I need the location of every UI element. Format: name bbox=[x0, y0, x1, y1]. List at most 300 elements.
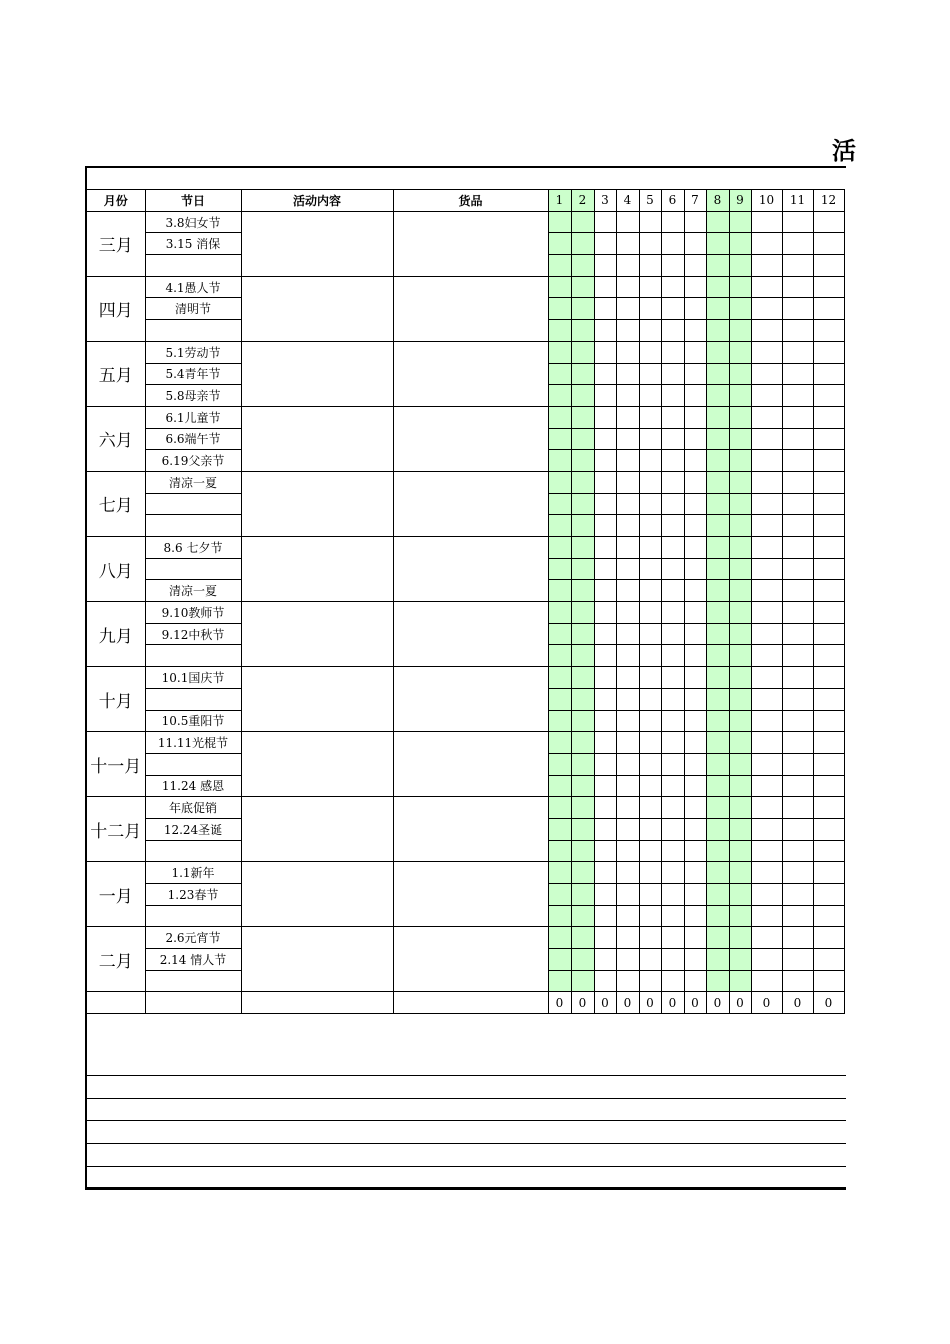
day-cell[interactable] bbox=[751, 363, 782, 385]
day-cell[interactable] bbox=[684, 363, 706, 385]
day-cell[interactable] bbox=[782, 623, 813, 645]
goods-cell[interactable] bbox=[393, 211, 548, 276]
day-cell[interactable] bbox=[684, 797, 706, 819]
festival-cell[interactable] bbox=[145, 753, 241, 775]
day-cell[interactable] bbox=[706, 255, 729, 277]
day-cell[interactable] bbox=[639, 298, 661, 320]
day-cell[interactable] bbox=[684, 775, 706, 797]
day-cell[interactable] bbox=[751, 797, 782, 819]
day-cell[interactable] bbox=[729, 537, 751, 559]
day-cell[interactable] bbox=[548, 602, 571, 624]
day-cell[interactable] bbox=[661, 298, 684, 320]
day-cell[interactable] bbox=[548, 688, 571, 710]
day-cell[interactable] bbox=[594, 797, 616, 819]
day-cell[interactable] bbox=[751, 493, 782, 515]
day-cell[interactable] bbox=[594, 385, 616, 407]
day-cell[interactable] bbox=[813, 775, 844, 797]
day-cell[interactable] bbox=[616, 341, 639, 363]
day-cell[interactable] bbox=[813, 970, 844, 992]
day-cell[interactable] bbox=[706, 558, 729, 580]
day-cell[interactable] bbox=[594, 949, 616, 971]
day-cell[interactable] bbox=[548, 320, 571, 342]
day-cell[interactable] bbox=[751, 840, 782, 862]
day-cell[interactable] bbox=[813, 797, 844, 819]
festival-cell[interactable]: 1.1新年 bbox=[145, 862, 241, 884]
day-cell[interactable] bbox=[706, 537, 729, 559]
day-cell[interactable] bbox=[594, 537, 616, 559]
day-cell[interactable] bbox=[594, 862, 616, 884]
day-cell[interactable] bbox=[616, 797, 639, 819]
day-cell[interactable] bbox=[729, 840, 751, 862]
day-cell[interactable] bbox=[706, 797, 729, 819]
day-cell[interactable] bbox=[684, 537, 706, 559]
day-cell[interactable] bbox=[616, 298, 639, 320]
day-cell[interactable] bbox=[813, 732, 844, 754]
day-cell[interactable] bbox=[813, 840, 844, 862]
day-cell[interactable] bbox=[639, 753, 661, 775]
goods-cell[interactable] bbox=[393, 862, 548, 927]
day-cell[interactable] bbox=[639, 255, 661, 277]
day-cell[interactable] bbox=[571, 580, 594, 602]
day-cell[interactable] bbox=[751, 471, 782, 493]
day-cell[interactable] bbox=[616, 927, 639, 949]
day-cell[interactable] bbox=[571, 862, 594, 884]
day-cell[interactable] bbox=[706, 732, 729, 754]
day-cell[interactable] bbox=[616, 276, 639, 298]
day-cell[interactable] bbox=[661, 927, 684, 949]
day-cell[interactable] bbox=[661, 645, 684, 667]
festival-cell[interactable]: 2.6元宵节 bbox=[145, 927, 241, 949]
day-cell[interactable] bbox=[661, 753, 684, 775]
day-cell[interactable] bbox=[751, 558, 782, 580]
day-cell[interactable] bbox=[706, 710, 729, 732]
day-cell[interactable] bbox=[639, 862, 661, 884]
day-cell[interactable] bbox=[661, 797, 684, 819]
festival-cell[interactable]: 11.11光棍节 bbox=[145, 732, 241, 754]
day-cell[interactable] bbox=[548, 732, 571, 754]
day-cell[interactable] bbox=[548, 341, 571, 363]
day-cell[interactable] bbox=[751, 623, 782, 645]
day-cell[interactable] bbox=[729, 949, 751, 971]
day-cell[interactable] bbox=[616, 537, 639, 559]
day-cell[interactable] bbox=[813, 645, 844, 667]
day-cell[interactable] bbox=[782, 580, 813, 602]
day-cell[interactable] bbox=[751, 233, 782, 255]
day-cell[interactable] bbox=[706, 515, 729, 537]
day-cell[interactable] bbox=[571, 363, 594, 385]
day-cell[interactable] bbox=[684, 211, 706, 233]
day-cell[interactable] bbox=[782, 710, 813, 732]
day-cell[interactable] bbox=[594, 515, 616, 537]
day-cell[interactable] bbox=[729, 471, 751, 493]
month-cell[interactable]: 八月 bbox=[86, 537, 145, 602]
day-cell[interactable] bbox=[548, 797, 571, 819]
day-cell[interactable] bbox=[729, 602, 751, 624]
day-cell[interactable] bbox=[594, 688, 616, 710]
day-cell[interactable] bbox=[616, 884, 639, 906]
day-cell[interactable] bbox=[684, 732, 706, 754]
day-cell[interactable] bbox=[684, 905, 706, 927]
day-cell[interactable] bbox=[616, 320, 639, 342]
day-cell[interactable] bbox=[661, 732, 684, 754]
day-cell[interactable] bbox=[782, 818, 813, 840]
day-cell[interactable] bbox=[616, 775, 639, 797]
day-cell[interactable] bbox=[548, 818, 571, 840]
day-cell[interactable] bbox=[616, 840, 639, 862]
month-cell[interactable]: 十二月 bbox=[86, 797, 145, 862]
day-cell[interactable] bbox=[729, 406, 751, 428]
festival-cell[interactable]: 年底促销 bbox=[145, 797, 241, 819]
day-cell[interactable] bbox=[729, 710, 751, 732]
day-cell[interactable] bbox=[571, 949, 594, 971]
day-cell[interactable] bbox=[571, 927, 594, 949]
day-cell[interactable] bbox=[706, 233, 729, 255]
day-cell[interactable] bbox=[782, 775, 813, 797]
day-cell[interactable] bbox=[639, 732, 661, 754]
festival-cell[interactable] bbox=[145, 320, 241, 342]
day-cell[interactable] bbox=[782, 211, 813, 233]
day-cell[interactable] bbox=[661, 537, 684, 559]
day-cell[interactable] bbox=[813, 884, 844, 906]
day-cell[interactable] bbox=[661, 363, 684, 385]
day-cell[interactable] bbox=[616, 949, 639, 971]
festival-cell[interactable]: 12.24圣诞 bbox=[145, 818, 241, 840]
festival-cell[interactable]: 6.19父亲节 bbox=[145, 450, 241, 472]
activity-cell[interactable] bbox=[241, 537, 393, 602]
day-cell[interactable] bbox=[813, 949, 844, 971]
day-cell[interactable] bbox=[684, 884, 706, 906]
day-cell[interactable] bbox=[616, 515, 639, 537]
day-cell[interactable] bbox=[571, 537, 594, 559]
day-cell[interactable] bbox=[706, 840, 729, 862]
day-cell[interactable] bbox=[661, 233, 684, 255]
day-cell[interactable] bbox=[684, 341, 706, 363]
day-cell[interactable] bbox=[813, 493, 844, 515]
day-cell[interactable] bbox=[639, 970, 661, 992]
day-cell[interactable] bbox=[594, 211, 616, 233]
day-cell[interactable] bbox=[813, 558, 844, 580]
day-cell[interactable] bbox=[594, 710, 616, 732]
day-cell[interactable] bbox=[661, 558, 684, 580]
day-cell[interactable] bbox=[548, 363, 571, 385]
day-cell[interactable] bbox=[751, 428, 782, 450]
day-cell[interactable] bbox=[684, 385, 706, 407]
day-cell[interactable] bbox=[813, 341, 844, 363]
day-cell[interactable] bbox=[751, 862, 782, 884]
day-cell[interactable] bbox=[684, 320, 706, 342]
day-cell[interactable] bbox=[616, 645, 639, 667]
day-cell[interactable] bbox=[639, 320, 661, 342]
day-cell[interactable] bbox=[594, 884, 616, 906]
day-cell[interactable] bbox=[616, 753, 639, 775]
day-cell[interactable] bbox=[594, 667, 616, 689]
day-cell[interactable] bbox=[571, 558, 594, 580]
day-cell[interactable] bbox=[616, 905, 639, 927]
day-cell[interactable] bbox=[782, 255, 813, 277]
goods-cell[interactable] bbox=[393, 537, 548, 602]
day-cell[interactable] bbox=[594, 775, 616, 797]
day-cell[interactable] bbox=[639, 233, 661, 255]
day-cell[interactable] bbox=[594, 753, 616, 775]
day-cell[interactable] bbox=[639, 558, 661, 580]
day-cell[interactable] bbox=[548, 428, 571, 450]
day-cell[interactable] bbox=[684, 450, 706, 472]
month-cell[interactable]: 三月 bbox=[86, 211, 145, 276]
day-cell[interactable] bbox=[616, 406, 639, 428]
festival-cell[interactable]: 6.1儿童节 bbox=[145, 406, 241, 428]
day-cell[interactable] bbox=[639, 797, 661, 819]
day-cell[interactable] bbox=[616, 428, 639, 450]
goods-cell[interactable] bbox=[393, 732, 548, 797]
day-cell[interactable] bbox=[661, 580, 684, 602]
day-cell[interactable] bbox=[548, 949, 571, 971]
goods-cell[interactable] bbox=[393, 471, 548, 536]
day-cell[interactable] bbox=[684, 927, 706, 949]
day-cell[interactable] bbox=[661, 862, 684, 884]
festival-cell[interactable]: 5.1劳动节 bbox=[145, 341, 241, 363]
day-cell[interactable] bbox=[571, 276, 594, 298]
day-cell[interactable] bbox=[571, 688, 594, 710]
day-cell[interactable] bbox=[594, 363, 616, 385]
day-cell[interactable] bbox=[813, 602, 844, 624]
month-cell[interactable]: 五月 bbox=[86, 341, 145, 406]
day-cell[interactable] bbox=[706, 276, 729, 298]
day-cell[interactable] bbox=[729, 233, 751, 255]
month-cell[interactable]: 四月 bbox=[86, 276, 145, 341]
day-cell[interactable] bbox=[729, 884, 751, 906]
day-cell[interactable] bbox=[706, 320, 729, 342]
day-cell[interactable] bbox=[548, 970, 571, 992]
day-cell[interactable] bbox=[751, 667, 782, 689]
day-cell[interactable] bbox=[782, 406, 813, 428]
day-cell[interactable] bbox=[782, 884, 813, 906]
day-cell[interactable] bbox=[571, 298, 594, 320]
day-cell[interactable] bbox=[616, 363, 639, 385]
day-cell[interactable] bbox=[661, 623, 684, 645]
day-cell[interactable] bbox=[639, 818, 661, 840]
goods-cell[interactable] bbox=[393, 797, 548, 862]
month-cell[interactable]: 六月 bbox=[86, 406, 145, 471]
festival-cell[interactable] bbox=[145, 515, 241, 537]
day-cell[interactable] bbox=[751, 298, 782, 320]
festival-cell[interactable]: 清凉一夏 bbox=[145, 471, 241, 493]
day-cell[interactable] bbox=[751, 255, 782, 277]
day-cell[interactable] bbox=[548, 493, 571, 515]
goods-cell[interactable] bbox=[393, 406, 548, 471]
day-cell[interactable] bbox=[684, 753, 706, 775]
day-cell[interactable] bbox=[661, 341, 684, 363]
day-cell[interactable] bbox=[639, 450, 661, 472]
day-cell[interactable] bbox=[548, 905, 571, 927]
day-cell[interactable] bbox=[684, 406, 706, 428]
day-cell[interactable] bbox=[639, 927, 661, 949]
day-cell[interactable] bbox=[729, 753, 751, 775]
day-cell[interactable] bbox=[782, 862, 813, 884]
day-cell[interactable] bbox=[548, 927, 571, 949]
day-cell[interactable] bbox=[661, 385, 684, 407]
day-cell[interactable] bbox=[706, 818, 729, 840]
day-cell[interactable] bbox=[751, 710, 782, 732]
day-cell[interactable] bbox=[571, 450, 594, 472]
day-cell[interactable] bbox=[639, 602, 661, 624]
day-cell[interactable] bbox=[782, 667, 813, 689]
day-cell[interactable] bbox=[661, 905, 684, 927]
day-cell[interactable] bbox=[548, 623, 571, 645]
day-cell[interactable] bbox=[782, 558, 813, 580]
day-cell[interactable] bbox=[548, 450, 571, 472]
day-cell[interactable] bbox=[616, 667, 639, 689]
day-cell[interactable] bbox=[661, 840, 684, 862]
day-cell[interactable] bbox=[706, 927, 729, 949]
activity-cell[interactable] bbox=[241, 602, 393, 667]
day-cell[interactable] bbox=[616, 233, 639, 255]
activity-cell[interactable] bbox=[241, 276, 393, 341]
day-cell[interactable] bbox=[813, 623, 844, 645]
day-cell[interactable] bbox=[751, 406, 782, 428]
day-cell[interactable] bbox=[661, 406, 684, 428]
day-cell[interactable] bbox=[639, 884, 661, 906]
day-cell[interactable] bbox=[594, 298, 616, 320]
day-cell[interactable] bbox=[616, 623, 639, 645]
day-cell[interactable] bbox=[594, 450, 616, 472]
day-cell[interactable] bbox=[729, 862, 751, 884]
day-cell[interactable] bbox=[729, 450, 751, 472]
day-cell[interactable] bbox=[684, 580, 706, 602]
day-cell[interactable] bbox=[751, 602, 782, 624]
day-cell[interactable] bbox=[548, 667, 571, 689]
day-cell[interactable] bbox=[706, 949, 729, 971]
day-cell[interactable] bbox=[616, 493, 639, 515]
day-cell[interactable] bbox=[706, 602, 729, 624]
day-cell[interactable] bbox=[751, 276, 782, 298]
day-cell[interactable] bbox=[813, 537, 844, 559]
day-cell[interactable] bbox=[684, 645, 706, 667]
day-cell[interactable] bbox=[661, 710, 684, 732]
day-cell[interactable] bbox=[548, 233, 571, 255]
day-cell[interactable] bbox=[594, 580, 616, 602]
day-cell[interactable] bbox=[813, 428, 844, 450]
day-cell[interactable] bbox=[616, 450, 639, 472]
day-cell[interactable] bbox=[661, 255, 684, 277]
day-cell[interactable] bbox=[594, 732, 616, 754]
day-cell[interactable] bbox=[571, 471, 594, 493]
festival-cell[interactable] bbox=[145, 688, 241, 710]
festival-cell[interactable]: 6.6端午节 bbox=[145, 428, 241, 450]
festival-cell[interactable] bbox=[145, 645, 241, 667]
day-cell[interactable] bbox=[729, 667, 751, 689]
day-cell[interactable] bbox=[813, 753, 844, 775]
day-cell[interactable] bbox=[684, 710, 706, 732]
month-cell[interactable]: 一月 bbox=[86, 862, 145, 927]
festival-cell[interactable]: 5.8母亲节 bbox=[145, 385, 241, 407]
day-cell[interactable] bbox=[548, 276, 571, 298]
day-cell[interactable] bbox=[813, 320, 844, 342]
day-cell[interactable] bbox=[751, 537, 782, 559]
day-cell[interactable] bbox=[548, 515, 571, 537]
day-cell[interactable] bbox=[639, 515, 661, 537]
festival-cell[interactable]: 3.8妇女节 bbox=[145, 211, 241, 233]
day-cell[interactable] bbox=[782, 428, 813, 450]
day-cell[interactable] bbox=[639, 949, 661, 971]
day-cell[interactable] bbox=[661, 688, 684, 710]
month-cell[interactable]: 九月 bbox=[86, 602, 145, 667]
day-cell[interactable] bbox=[782, 753, 813, 775]
day-cell[interactable] bbox=[706, 363, 729, 385]
day-cell[interactable] bbox=[782, 970, 813, 992]
day-cell[interactable] bbox=[782, 797, 813, 819]
festival-cell[interactable]: 4.1愚人节 bbox=[145, 276, 241, 298]
day-cell[interactable] bbox=[729, 493, 751, 515]
day-cell[interactable] bbox=[571, 515, 594, 537]
day-cell[interactable] bbox=[571, 884, 594, 906]
day-cell[interactable] bbox=[594, 233, 616, 255]
day-cell[interactable] bbox=[684, 818, 706, 840]
day-cell[interactable] bbox=[751, 884, 782, 906]
day-cell[interactable] bbox=[616, 710, 639, 732]
day-cell[interactable] bbox=[706, 341, 729, 363]
day-cell[interactable] bbox=[729, 558, 751, 580]
day-cell[interactable] bbox=[548, 645, 571, 667]
day-cell[interactable] bbox=[706, 862, 729, 884]
day-cell[interactable] bbox=[571, 341, 594, 363]
day-cell[interactable] bbox=[594, 341, 616, 363]
day-cell[interactable] bbox=[594, 558, 616, 580]
day-cell[interactable] bbox=[639, 710, 661, 732]
day-cell[interactable] bbox=[684, 949, 706, 971]
goods-cell[interactable] bbox=[393, 927, 548, 992]
day-cell[interactable] bbox=[594, 493, 616, 515]
day-cell[interactable] bbox=[751, 211, 782, 233]
day-cell[interactable] bbox=[548, 406, 571, 428]
day-cell[interactable] bbox=[782, 385, 813, 407]
day-cell[interactable] bbox=[782, 905, 813, 927]
day-cell[interactable] bbox=[684, 255, 706, 277]
day-cell[interactable] bbox=[661, 493, 684, 515]
day-cell[interactable] bbox=[813, 406, 844, 428]
day-cell[interactable] bbox=[729, 428, 751, 450]
day-cell[interactable] bbox=[684, 515, 706, 537]
day-cell[interactable] bbox=[751, 927, 782, 949]
day-cell[interactable] bbox=[548, 884, 571, 906]
goods-cell[interactable] bbox=[393, 602, 548, 667]
day-cell[interactable] bbox=[751, 949, 782, 971]
day-cell[interactable] bbox=[616, 862, 639, 884]
day-cell[interactable] bbox=[639, 688, 661, 710]
day-cell[interactable] bbox=[661, 667, 684, 689]
day-cell[interactable] bbox=[729, 645, 751, 667]
day-cell[interactable] bbox=[729, 970, 751, 992]
festival-cell[interactable]: 10.1国庆节 bbox=[145, 667, 241, 689]
day-cell[interactable] bbox=[571, 667, 594, 689]
day-cell[interactable] bbox=[751, 732, 782, 754]
festival-cell[interactable] bbox=[145, 970, 241, 992]
day-cell[interactable] bbox=[729, 688, 751, 710]
festival-cell[interactable]: 9.10教师节 bbox=[145, 602, 241, 624]
day-cell[interactable] bbox=[782, 537, 813, 559]
day-cell[interactable] bbox=[616, 732, 639, 754]
day-cell[interactable] bbox=[782, 515, 813, 537]
day-cell[interactable] bbox=[684, 970, 706, 992]
day-cell[interactable] bbox=[548, 710, 571, 732]
activity-cell[interactable] bbox=[241, 341, 393, 406]
festival-cell[interactable]: 1.23春节 bbox=[145, 884, 241, 906]
day-cell[interactable] bbox=[571, 623, 594, 645]
day-cell[interactable] bbox=[594, 645, 616, 667]
month-cell[interactable]: 七月 bbox=[86, 471, 145, 536]
day-cell[interactable] bbox=[548, 840, 571, 862]
day-cell[interactable] bbox=[571, 797, 594, 819]
activity-cell[interactable] bbox=[241, 667, 393, 732]
